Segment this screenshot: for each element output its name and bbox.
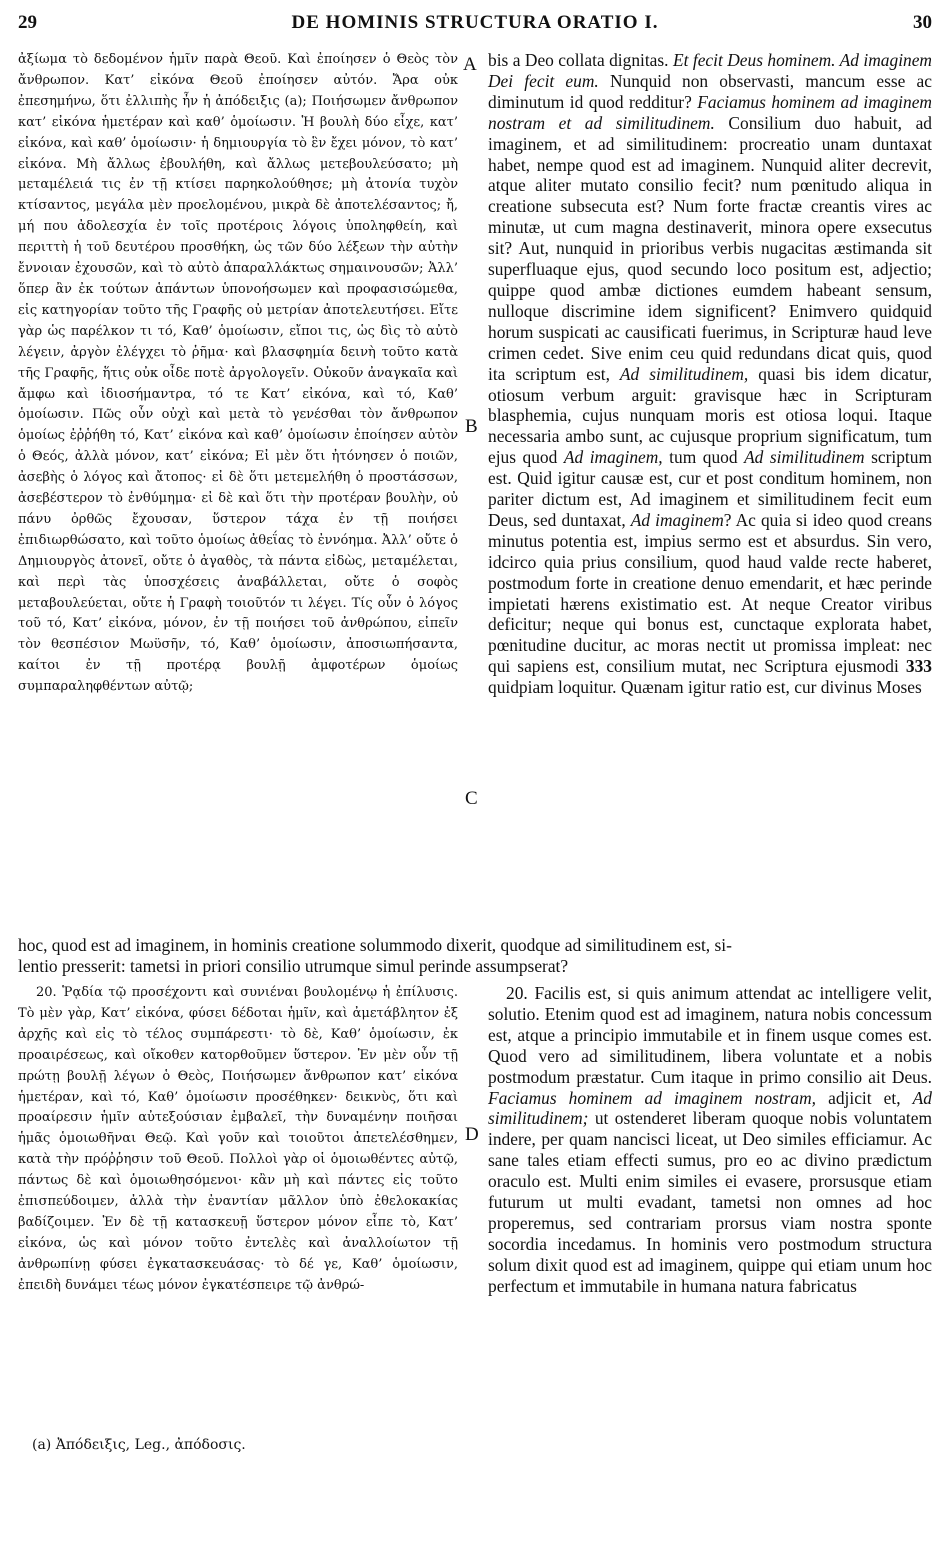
latin-full-line-1: hoc, quod est ad imaginem, in hominis creatione solummodo dixerit, quodque ad similitudinem est, si- <box>18 935 732 955</box>
latin-column-top <box>488 50 932 930</box>
margin-letter-a: A <box>463 54 477 75</box>
margin-letter-b: B <box>465 416 478 437</box>
running-title: DE HOMINIS STRUCTURA ORATIO I. <box>291 12 659 33</box>
latin-full-line-2: lentio presserit: tametsi in priori consilio utrumque simul perinde assumpserat? <box>18 956 569 976</box>
latin-quote: Faciamus hominem ad imaginem nostram et ad similitudinem. <box>488 91 932 133</box>
latin-text: bis a Deo collata dignitas. <box>488 50 673 70</box>
latin-text: Consilium duo habuit, ad imaginem, et ad similitudinem: procreatio unam duntaxat habet, nempe quod est ad imaginem. Nunquid aliter decrevit, atque aliter mutato consilio fecit? num pœnitudo aliqua in creatione subsecuta est? Num forte fractæ creantis vires ac minutæ, ut cum magna destinaverit, minora opere exsecutus sit? Aut, nunquid in prioribus verbis nugacitas æstimanda sit superfluaque ejus, quod secundo loco positum est, adjectio; quippe quod ambæ dictiones eumdem habeant sensum, nulloque discrimine idem significent? Enimvero quidquid horum suspicati ac causificati fuerimus, in Scripturæ haud leve crimen cedet. Sive enim ceu quid redundans dicat quis, quod ita scriptum est, <box>488 112 932 384</box>
greek-paragraph-20: 20. Ῥᾳδία τῷ προσέχοντι καὶ συνιέναι βουλομένῳ ἡ ἐπίλυσις. Τὸ μὲν γὰρ, Κατ’ εἰκόνα, φύσει δέδοται ἡμῖν, καὶ ἀμετάβλητον ἐξ ἀρχῆς καὶ εἰς τὸ τέλος συμπάρεστι· τὸ δὲ, Καθ’ ὁμοίωσιν, ἐκ προαιρέσεως, καὶ οἴκοθεν κατορθοῦμεν ὕστερον. Ἐν μὲν οὖν τῇ πρώτῃ βουλῇ λέγων ὁ Θεὸς, Ποιήσωμεν ἄνθρωπον κατ’ εἰκόνα ἡμετέραν, καὶ τό, Καθ’ ὁμοίωσιν προσέθηκεν· δεικνὺς, ὅτι καὶ προαίρεσιν ἡμῖν αὐτεξούσιαν ἐμβαλεῖ, τὴν δυναμένην ποιῆσαι ἡμᾶς ὁμοιωθῆναι Θεῷ. Καὶ γοῦν καὶ τοιοῦτοι ἀπετελέσθημεν, κατὰ τὴν πρόῤῥησιν τοῦ Θεοῦ. Πολλοὶ γὰρ οἱ ὁμοιωθέντες αὐτῷ, πάντως δὲ καὶ ὁμοιωθησόμενοι· κἂν μὴ καὶ πάντες εἰς τοῦτο ἐπισπεύδοιμεν, ἀλλὰ τὴν ἐναντίαν μᾶλλον ὑπὸ ἐθελοκακίας βαδίζοιμεν. Ἐν δὲ τῇ κατασκευῇ ὕστερον μόνον εἶπε τὸ, Κατ’ εἰκόνα, ὡς καὶ μόνον τοῦτο ἐντελὲς καὶ ἀναλλοίωτον τῇ ἀνθρωπίνῃ φύσει ἐγκατασκευάσας· τὸ δέ γε, Καθ’ ὁμοίωσιν, ἐπειδὴ δυνάμει τέως μόνον ἐγκατέσπειρε τῷ ἀνθρώ- <box>18 985 458 1293</box>
latin-text: ? Ac quia si ideo quod creans minutus potentia est, impius sermo est et absurdus. Sin vero, idcirco quia prius consilium, quod haud valde recte haberet, postmodum forte in creatione denuo emendarit, et hæc perinde impietati hærens existimatio est. At neque Creator viribus deficitur; neque qui bonus est, cunctaque explorata habet, pœnitudine ducitur, ac moras nectit ut promissa impleat: nec qui sapiens est, consilium mutat, nec Scriptura ejusmodi <box>488 509 932 677</box>
latin-quote: Ad imaginem <box>630 509 724 530</box>
latin-quote: Faciamus hominem ad imaginem nostram, <box>488 1087 817 1108</box>
latin-paragraph-top <box>488 50 932 698</box>
greek-column-top <box>18 50 458 930</box>
latin-text: ut ostenderet liberam quoque nobis voluntatem indere, per quam nancisci liceat, ut Deo similes efficiamur. Ac sane tales etiam effecti sumus, pro eo ac divino prædictum oraculo est. Multi enim similes ei evasere, prorsusque etiam futurum ut multi evadant, tametsi non omnes ad hoc properemus, sed contrariam prorsus viam nostra sponte socordia incedamus. In hominis vero postmodum structura solum dixit quod est ad imaginem, quippe qui etiam unum hoc perfectum et immutabile in humana natura fabricatus <box>488 1108 932 1296</box>
greek-paragraph-top: ἀξίωμα τὸ δεδομένον ἡμῖν παρὰ Θεοῦ. Καὶ ἐποίησεν ὁ Θεὸς τὸν ἄνθρωπον. Κατ’ εἰκόνα Θεοῦ ἐποίησεν αὐτόν. Ἄρα οὐκ ἐπεσημήνω, ὅτι ἐλλιπὴς ἦν ἡ ἀπόδειξις (a); Ποιήσωμεν ἄνθρωπον κατ’ εἰκόνα ἡμετέραν καὶ καθ’ ὁμοίωσιν. Ἡ βουλὴ δύο εἶχε, κατ’ εἰκόνα, καὶ καθ’ ὁμοίωσιν· ἡ δημιουργία τὸ ἓν ἔχει μόνον, τὸ κατ’ εἰκόνα. Μὴ ἄλλως ἐβουλήθη, καὶ ἄλλως μετεβουλεύσατο; μὴ μεταμέλειά τις ἐν τῇ κτίσει παρηκολούθησε; μὴ ἀτονία τυχὸν κτίσαντος, μεγάλα μὲν προελομένου, μικρὰ δὲ ἀποτελέσαντος; ἤ, μή που ἀδολεσχία ἐν τοῖς προτέροις λόγοις ὑποληφθείη, καὶ περιττὴ ἡ τοῦ δευτέρου προσθήκη, ὡς τῶν δύο λέξεων τὴν αὐτὴν ἔννοιαν ἐχουσῶν, καὶ τὸ αὐτὸ ἀπαραλλάκτως σημαινουσῶν; Ἀλλ’ ὅπερ ἂν ἐκ τούτων ἁπάντων ὑπονοήσωμεν καὶ προφασισώμεθα, εἰς κατηγορίαν τοῦτο τῆς Γραφῆς οὐ μετρίαν ἀποτελευτήσει. Εἴτε γὰρ ὡς παρέλκον τι τό, Καθ’ ὁμοίωσιν, εἴποι τις, ὡς δὶς τὸ αὐτὸ λέγειν, ἀργὸν ἐλέγχει τὸ ῥῆμα· καὶ βλασφημία δεινὴ τοῦτο κατὰ τῆς Γραφῆς, ἥτις οὐκ οἶδε ποτὲ ἀργολογεῖν. Οὐκοῦν ἀναγκαῖα καὶ ἄμφω καὶ ἰδιοσήμαντρα, τό τε Κατ’ εἰκόνα, καὶ τό, Καθ’ ὁμοίωσιν. Πῶς οὖν οὐχὶ καὶ μετὰ τὸ γενέσθαι τὸν ἄνθρωπον ὁμοίως ἐῤῥήθη τό, Κατ’ εἰκόνα καὶ καθ’ ὁμοίωσιν ἐποίησεν αὐτὸν ὁ Θεός, ἀλλὰ μόνον, κατ’ εἰκόνα; Εἰ μὲν ὅτι ἠτόνησεν ὁ ποιῶν, ἀσεβὴς ὁ λόγος καὶ ἄτοπος· εἰ δὲ ὅτι μετεμελήθη ὁ προστάσσων, ἀσεβέστερον τὸ ἐνθύμημα· εἰ δὲ καὶ ὅτι τὴν προτέραν βουλὴν, οὐ πάνυ ὀρθῶς ἔχουσαν, ὕστερον τάχα ἐν τῇ ποιήσει ἐπιδιωρθώσατο, καὶ τοῦτο ὁμοίως ἀθεΐας τὸ ἐννόημα. Ἀλλ’ οὔτε ὁ Δημιουργὸς ἀτονεῖ, οὔτε ὁ ἀγαθὸς, τὰ πάντα εἰδὼς, μεταμέλεται, καὶ περὶ τὰς ὑποσχέσεις ἀναβάλλεται, οὔτε ὁ σοφὸς μεταβουλεύεται, οὔτε ἡ Γραφὴ τοιοῦτόν τι λέγει. Τίς οὖν ὁ λόγος τοῦ τό, Κατ’ εἰκόνα, μόνον, ἐν τῇ ποιήσει τοῦ ἀνθρώπου, εἰπεῖν τὸν θεσπέσιον Μωϋσῆν, τό, Καθ’ ὁμοίωσιν, ἀποσιωπήσαντα, καίτοι ἐν τῇ προτέρᾳ βουλῇ ἀμφοτέρων ὁμοίως συμπαραληφθέντων αὐτῷ; <box>18 52 458 695</box>
latin-text: tum quod <box>662 447 745 468</box>
latin-quote: Ad similitudinem, <box>619 363 749 384</box>
latin-text: adjicit et, <box>816 1087 913 1108</box>
right-page-number: 30 <box>912 12 932 33</box>
latin-text: scriptum est. Quid igitur causæ est, cur et post conditum hominem, non pariter dictum est, Ad imaginem et similitudinem fecit eum Deus, sed duntaxat, <box>488 447 932 530</box>
latin-text: quasi bis idem dicatur, otiosum verbum arguit: gravisque hæc in Scripturam blasphemia, cujus nunquam moris est otiosa loqui. Itaque necessaria ambo sunt, ac cujusque proprium significatum, tum ejus quod <box>488 363 932 468</box>
column-number: 333 <box>905 656 932 677</box>
latin-text: 20. Facilis est, si quis animum attendat ac intelligere velit, solutio. Etenim quod est ad imaginem, natura nobis concessum est, atque a principio immutabile et in finem usque comes est. Quod vero ad similitudinem, libera voluntate et a nobis postmodum præstatur. Cum itaque in primo consilio ait Deus. <box>488 983 932 1087</box>
latin-text: Nunquid non observasti, mancum esse ac diminutum id quod redditur? <box>488 70 932 112</box>
margin-letter-c: C <box>465 788 478 809</box>
latin-quote: Ad similitudinem <box>744 447 865 468</box>
latin-column-bottom <box>488 983 932 1403</box>
latin-quote: Et fecit Deus hominem. Ad imaginem Dei fecit eum. <box>488 50 932 91</box>
left-page-number: 29 <box>18 12 37 33</box>
latin-paragraph-20 <box>488 983 932 1297</box>
greek-column-bottom <box>18 983 458 1403</box>
footnote: (a) Ἀπόδειξις, Leg., ἀπόδοσις. <box>32 1437 246 1453</box>
latin-text: quidpiam loquitur. Quænam igitur ratio est, cur divinus Moses <box>488 677 922 698</box>
margin-letter-d: D <box>465 1124 479 1145</box>
page-header <box>18 12 932 44</box>
latin-quote: Ad imaginem, <box>563 447 663 468</box>
latin-quote: Ad similitudinem; <box>488 1087 932 1129</box>
